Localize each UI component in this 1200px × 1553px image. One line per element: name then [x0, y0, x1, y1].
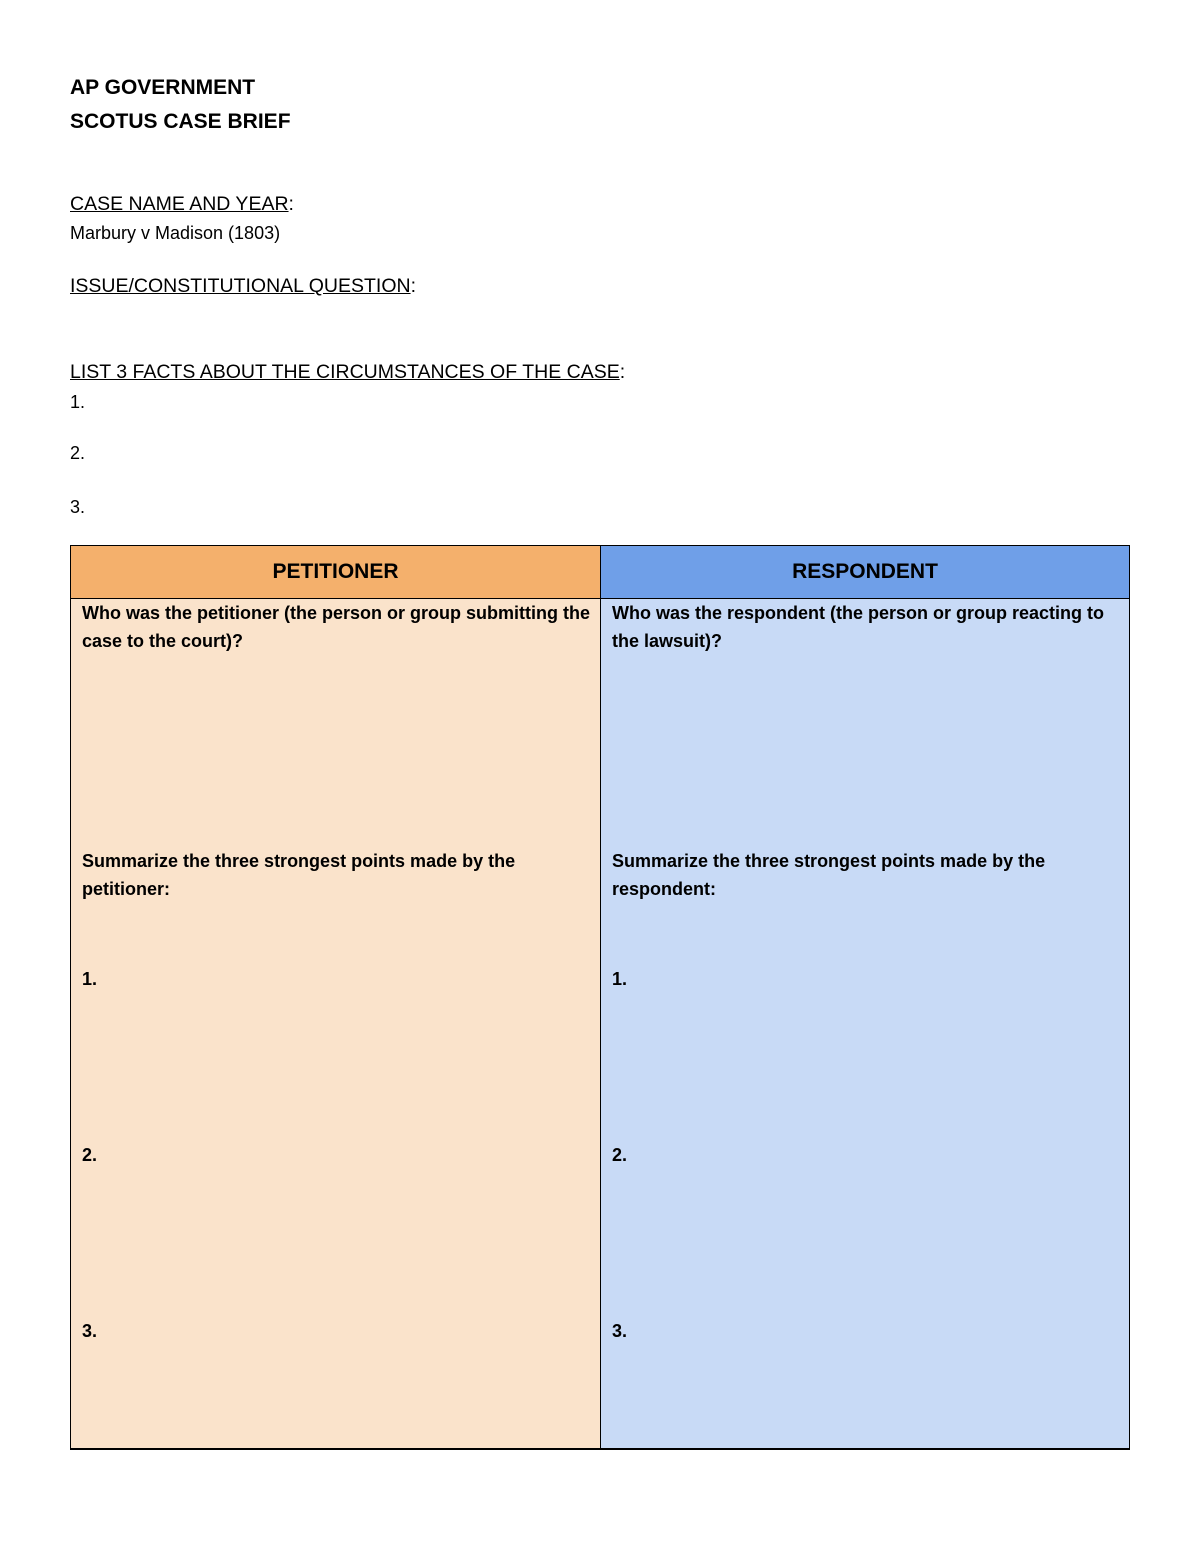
- respondent-header: RESPONDENT: [601, 546, 1130, 599]
- respondent-point: 1.: [612, 969, 628, 989]
- fact-item: 1.: [70, 392, 86, 412]
- petitioner-cell[interactable]: [71, 599, 601, 1450]
- petitioner-header: PETITIONER: [71, 546, 601, 599]
- fact-item: 3.: [70, 497, 86, 517]
- brief-table: [70, 545, 1130, 1450]
- case-name-label-colon: :: [288, 193, 294, 215]
- respondent-cell[interactable]: [601, 599, 1130, 1450]
- petitioner-point: 2.: [82, 1145, 98, 1165]
- course-title: AP GOVERNMENT: [70, 76, 256, 99]
- facts-label-text: LIST 3 FACTS ABOUT THE CIRCUMSTANCES OF THE CASE: [70, 361, 620, 383]
- issue-label-colon: :: [410, 275, 416, 297]
- fact-item: 2.: [70, 443, 86, 463]
- petitioner-summary-prompt: Summarize the three strongest points made by the petitioner:: [82, 851, 516, 899]
- petitioner-point: 3.: [82, 1321, 98, 1341]
- case-name-label: [70, 193, 294, 216]
- respondent-point: 2.: [612, 1145, 628, 1165]
- case-name-label-text: CASE NAME AND YEAR: [70, 193, 289, 215]
- respondent-who-prompt: Who was the respondent (the person or group reacting to the lawsuit)?: [612, 603, 1105, 651]
- respondent-summary-prompt: Summarize the three strongest points made by the respondent:: [612, 851, 1046, 899]
- facts-label: [70, 361, 625, 384]
- issue-label: [70, 275, 416, 298]
- issue-label-text: ISSUE/CONSTITUTIONAL QUESTION: [70, 275, 411, 297]
- case-name-value: Marbury v Madison (1803): [70, 223, 281, 243]
- respondent-point: 3.: [612, 1321, 628, 1341]
- facts-label-colon: :: [619, 361, 626, 383]
- document-title: SCOTUS CASE BRIEF: [70, 110, 291, 133]
- petitioner-point: 1.: [82, 969, 98, 989]
- petitioner-who-prompt: Who was the petitioner (the person or group submitting the case to the court)?: [82, 603, 590, 651]
